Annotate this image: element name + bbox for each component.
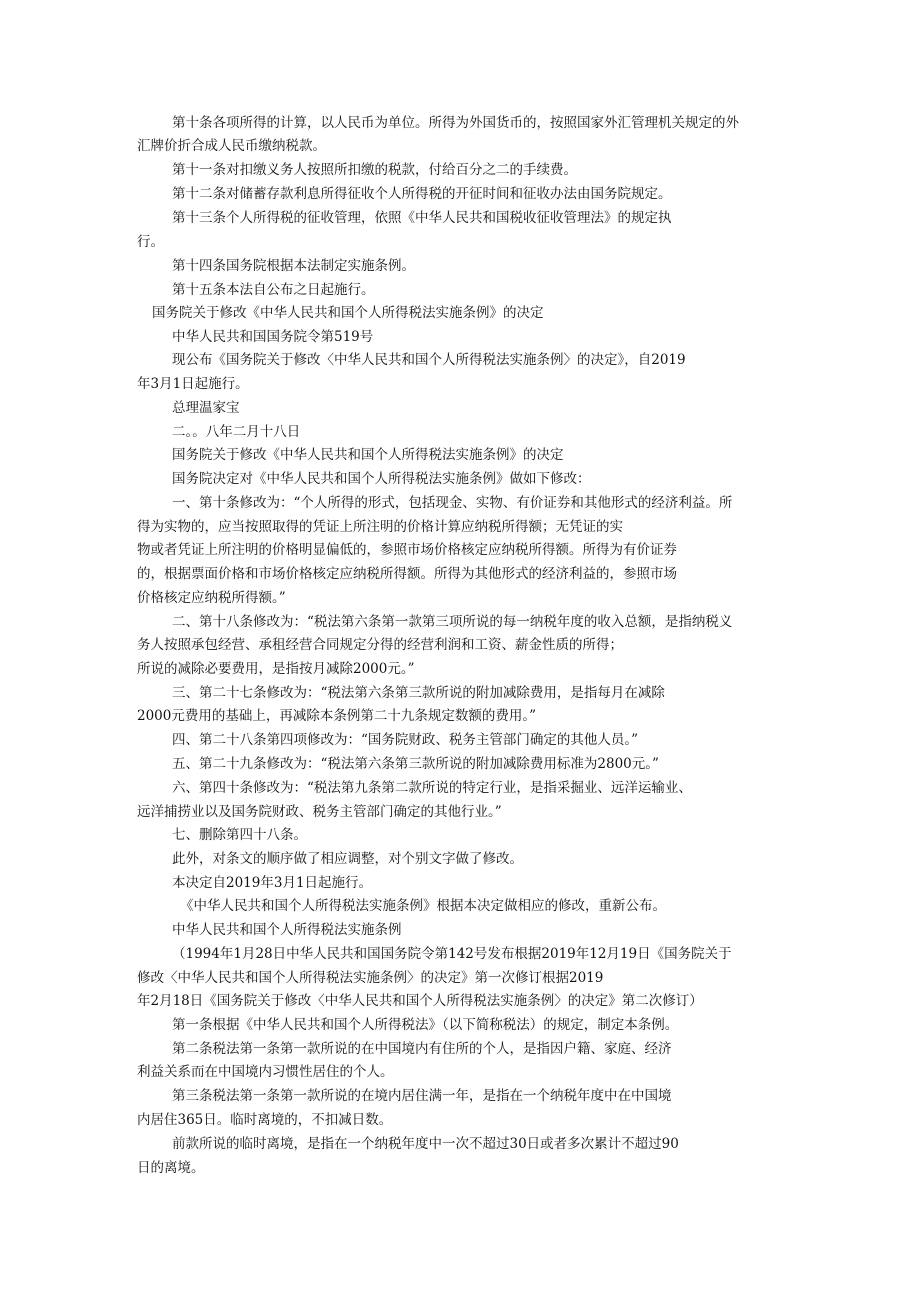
text-line: 远洋捕捞业以及国务院财政、税务主管部门确定的其他行业。” (137, 804, 502, 820)
text-line: 第三条税法第一条第一款所说的在境内居住满一年，是指在一个纳税年度中在中国境 (172, 1088, 672, 1104)
text-line: 第十五条本法自公布之日起施行。 (172, 282, 375, 298)
text-line: （1994年1月28日中华人民共和国国务院令第142号发布根据2019年12月19日《国务院关于 (172, 946, 732, 962)
text-line: 物或者凭证上所注明的价格明显偏低的，参照市场价格核定应纳税所得额。所得为有价证券 (137, 542, 677, 558)
text-line: 得为实物的，应当按照取得的凭证上所注明的价格计算应纳税所得额；无凭证的实 (137, 519, 623, 535)
text-line: 四、第二十八条第四项修改为：“国务院财政、税务主管部门确定的其他人员。” (172, 732, 639, 748)
text-line: 第十条各项所得的计算，以人民币为单位。所得为外国货币的，按照国家外汇管理机关规定的外 (172, 115, 739, 131)
text-line: 总理温家宝 (172, 400, 240, 416)
text-line: 行。 (137, 234, 164, 250)
text-line: 第十一条对扣缴义务人按照所扣缴的税款，付给百分之二的手续费。 (172, 162, 577, 178)
text-line: 内居住365日。临时离境的，不扣减日数。 (137, 1112, 393, 1128)
section-heading: 国务院关于修改《中华人民共和国个人所得税法实施条例》的决定 (172, 447, 564, 463)
text-line: 修改〈中华人民共和国个人所得税法实施条例〉的决定》第一次修订根据2019 (137, 970, 604, 986)
text-line: 三、第二十七条修改为：“税法第六条第三款所说的附加减除费用，是指每月在减除 (172, 685, 665, 701)
text-line: 汇牌价折合成人民币缴纳税款。 (137, 138, 326, 154)
text-line: 一、第十条修改为：“个人所得的形式，包括现金、实物、有价证券和其他形式的经济利益。所 (172, 495, 733, 511)
text-line: 中华人民共和国国务院令第519号 (172, 329, 374, 345)
text-line: 年2月18日《国务院关于修改〈中华人民共和国个人所得税法实施条例〉的决定》第二次修订） (137, 993, 703, 1009)
text-line: 2000元费用的基础上，再减除本条例第二十九条规定数额的费用。” (137, 708, 537, 724)
text-line: 《中华人民共和国个人所得税法实施条例》根据本决定做相应的修改，重新公布。 (180, 898, 666, 914)
text-line: 七、删除第四十八条。 (172, 827, 307, 843)
text-line: 二、第十八条修改为：“税法第六条第一款第三项所说的每一纳税年度的收入总额，是指纳税义 (172, 614, 733, 630)
text-line: 第十三条个人所得税的征收管理，依照《中华人民共和国税收征收管理法》的规定执 (172, 210, 672, 226)
text-line: 年3月1日起施行。 (137, 376, 249, 392)
text-line: 日的离境。 (137, 1160, 205, 1176)
text-line: 利益关系而在中国境内习惯性居住的个人。 (137, 1064, 394, 1080)
text-line: 所说的减除必要费用，是指按月减除2000元。” (137, 661, 415, 677)
section-heading: 国务院关于修改《中华人民共和国个人所得税法实施条例》的决定 (152, 305, 544, 321)
text-line: 本决定自2019年3月1日起施行。 (172, 875, 373, 891)
text-line: 务人按照承包经营、承租经营合同规定分得的经营利润和工资、薪金性质的所得； (137, 637, 623, 653)
text-line: 前款所说的临时离境，是指在一个纳税年度中一次不超过30日或者多次累计不超过90 (172, 1136, 679, 1152)
text-line: 二。。八年二月十八日 (172, 424, 301, 440)
text-line: 第十四条国务院根据本法制定实施条例。 (172, 258, 415, 274)
section-heading: 中华人民共和国个人所得税法实施条例 (172, 922, 402, 938)
text-line: 第一条根据《中华人民共和国个人所得税法》（以下简称税法）的规定，制定本条例。 (172, 1017, 679, 1033)
text-line: 国务院决定对《中华人民共和国个人所得税法实施条例》做如下修改： (172, 471, 591, 487)
text-line: 的，根据票面价格和市场价格核定应纳税所得额。所得为其他形式的经济利益的，参照市场 (137, 566, 677, 582)
text-line: 六、第四十条修改为：“税法第九条第二款所说的特定行业，是指采掘业、远洋运输业、 (172, 780, 692, 796)
text-line: 五、第二十九条修改为：“税法第六条第三款所说的附加减除费用标准为2800元。” (172, 756, 659, 772)
text-line: 现公布《国务院关于修改〈中华人民共和国个人所得税法实施条例〉的决定》，自2019 (172, 352, 686, 368)
text-line: 第二条税法第一条第一款所说的在中国境内有住所的个人，是指因户籍、家庭、经济 (172, 1041, 672, 1057)
text-line: 此外，对条文的顺序做了相应调整，对个别文字做了修改。 (172, 851, 523, 867)
text-line: 第十二条对储蓄存款利息所得征收个人所得税的开征时间和征收办法由国务院规定。 (172, 186, 672, 202)
text-line: 价格核定应纳税所得额。” (137, 590, 286, 606)
